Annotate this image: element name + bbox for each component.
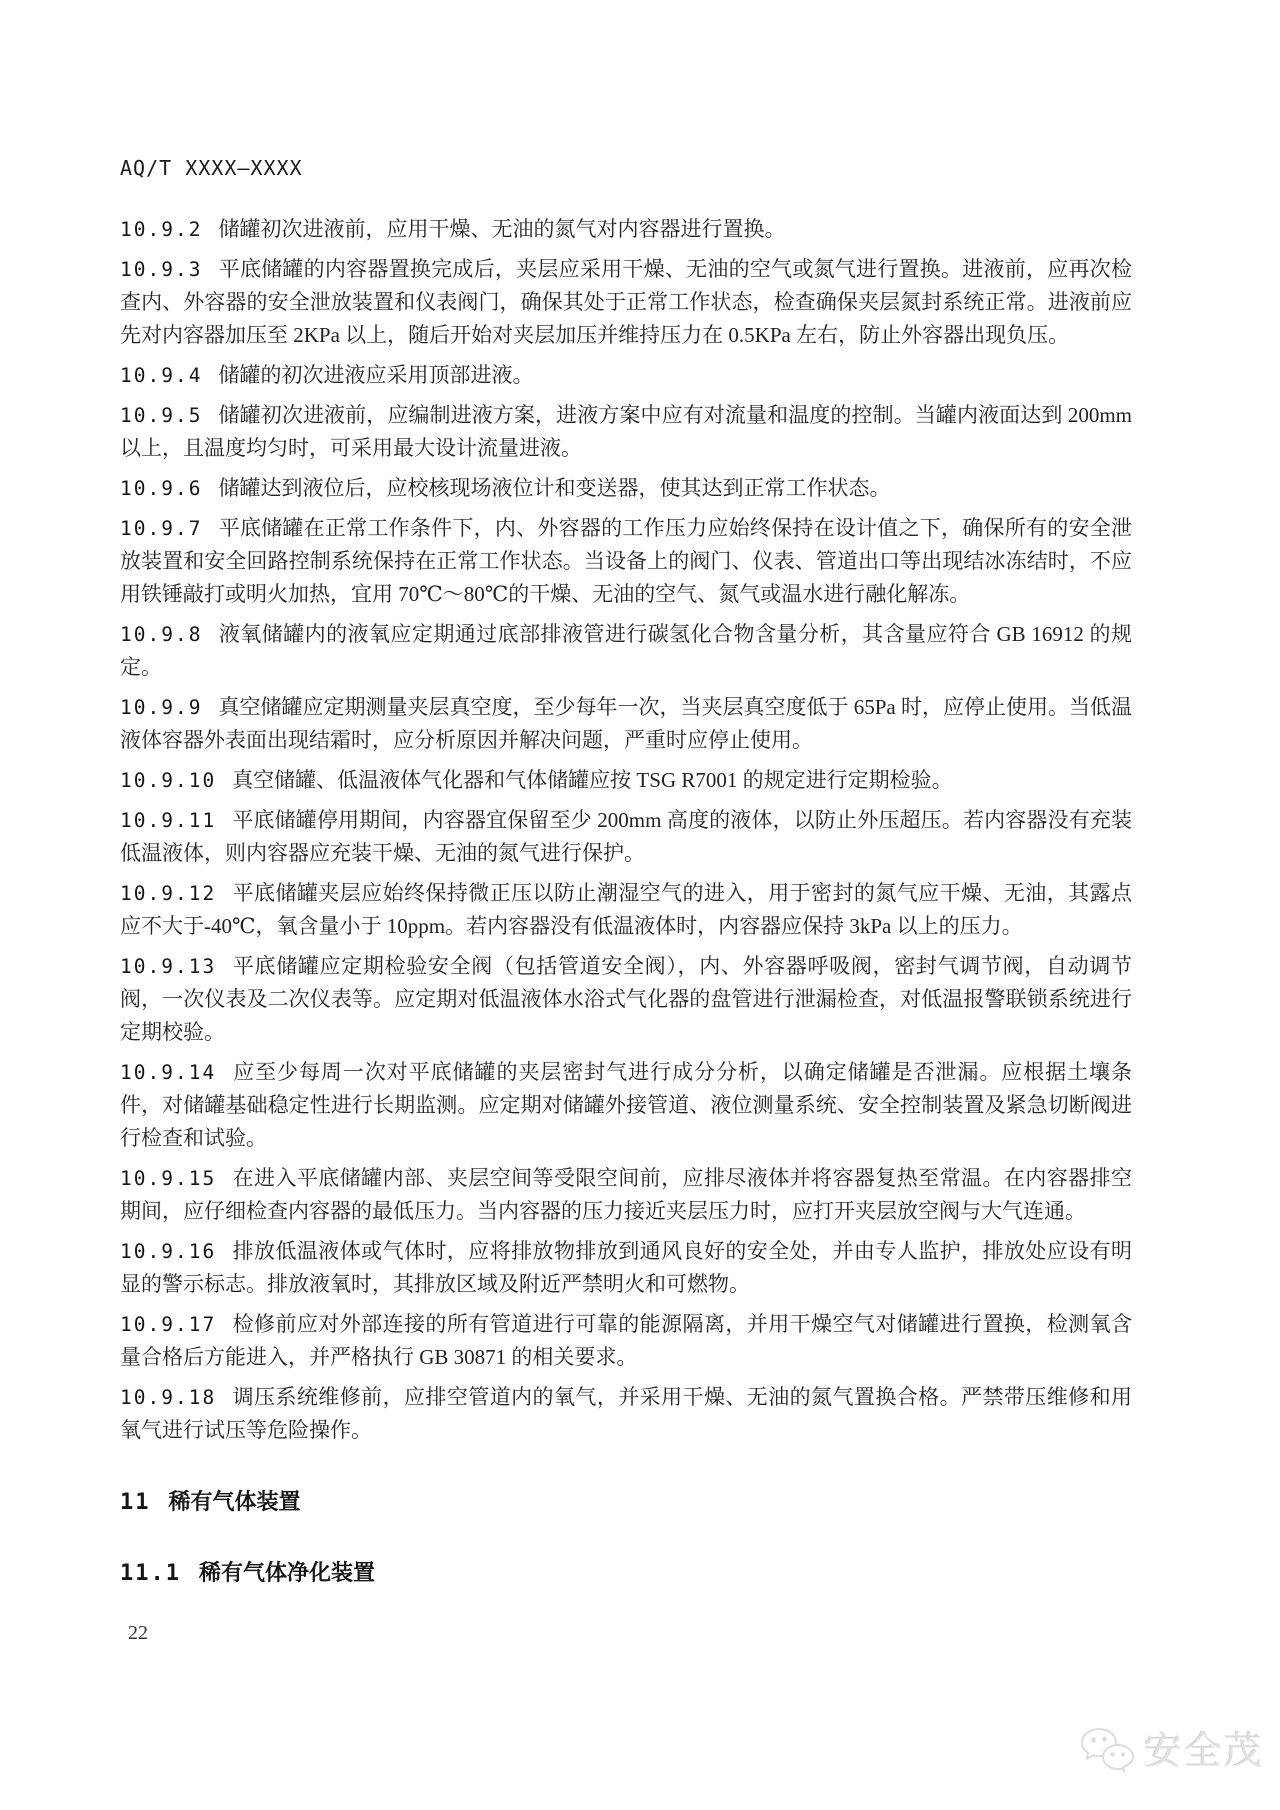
clause-text: 平底储罐的内容器置换完成后，夹层应采用干燥、无油的空气或氮气进行置换。进液前，应再次检查内、外容器的安全泄放装置和仪表阀门，确保其处于正常工作状态，检查确保夹层氮封系统正常。进液前应先对内容器加压至 2KPa 以上，随后开始对夹层加压并维持压力在 0.5KPa 左右，防止外容器出现负压。: [120, 257, 1132, 347]
clause-number: 10.9.18: [120, 1386, 217, 1409]
section-heading-11: [120, 1489, 1132, 1516]
clause-number: 10.9.16: [120, 1240, 217, 1263]
clause-text: 在进入平底储罐内部、夹层空间等受限空间前，应排尽液体并将容器复热至常温。在内容器排空期间，应仔细检查内容器的最低压力。当内容器的压力接近夹层压力时，应打开夹层放空阀与大气连通。: [120, 1166, 1132, 1223]
clause-paragraph: [120, 950, 1132, 1049]
clause-text: 应至少每周一次对平底储罐的夹层密封气进行成分分析，以确定储罐是否泄漏。应根据土壤条件，对储罐基础稳定性进行长期监测。应定期对储罐外接管道、液位测量系统、安全控制装置及紧急切断阀进行检查和试验。: [120, 1060, 1132, 1150]
clause-number: 10.9.14: [120, 1061, 217, 1084]
watermark: [1078, 1726, 1264, 1778]
clause-text: 储罐达到液位后，应校核现场液位计和变送器，使其达到正常工作状态。: [218, 476, 891, 500]
clause-list: [120, 213, 1132, 1447]
clause-text: 平底储罐在正常工作条件下，内、外容器的工作压力应始终保持在设计值之下，确保所有的安全泄放装置和安全回路控制系统保持在正常工作状态。当设备上的阀门、仪表、管道出口等出现结冰冻结时，不应用铁锤敲打或明火加热，宜用 70℃～80℃的干燥、无油的空气、氮气或温水进行融化解冻。: [120, 516, 1132, 606]
clause-number: 10.9.2: [120, 218, 203, 241]
clause-paragraph: [120, 1162, 1132, 1228]
clause-paragraph: [120, 359, 1132, 392]
section-number: 11: [120, 1490, 151, 1515]
clause-paragraph: [120, 512, 1132, 611]
page-content: [120, 0, 1132, 1645]
clause-number: 10.9.8: [120, 623, 203, 646]
clause-text: 储罐的初次进液应采用顶部进液。: [218, 363, 534, 387]
chat-bubbles-logo-icon: [1078, 1726, 1138, 1778]
clause-text: 平底储罐停用期间，内容器宜保留至少 200mm 高度的液体，以防止外压超压。若内容器没有充装低温液体，则内容器应充装干燥、无油的氮气进行保护。: [120, 808, 1132, 865]
clause-number: 10.9.7: [120, 517, 203, 540]
clause-number: 10.9.11: [120, 809, 217, 832]
section-title: 稀有气体装置: [168, 1489, 301, 1514]
clause-paragraph: [120, 1056, 1132, 1155]
clause-paragraph: [120, 399, 1132, 465]
clause-paragraph: [120, 1381, 1132, 1447]
clause-paragraph: [120, 764, 1132, 797]
section-number: 11.1: [120, 1561, 181, 1586]
clause-number: 10.9.12: [120, 882, 217, 905]
clause-number: 10.9.10: [120, 769, 217, 792]
clause-text: 平底储罐夹层应始终保持微正压以防止潮湿空气的进入，用于密封的氮气应干燥、无油，其露点应不大于-40℃，氧含量小于 10ppm。若内容器没有低温液体时，内容器应保持 3kPa 以上的压力。: [120, 881, 1132, 938]
clause-text: 排放低温液体或气体时，应将排放物排放到通风良好的安全处，并由专人监护，排放处应设有明显的警示标志。排放液氧时，其排放区域及附近严禁明火和可燃物。: [120, 1239, 1132, 1296]
clause-text: 检修前应对外部连接的所有管道进行可靠的能源隔离，并用干燥空气对储罐进行置换，检测氧含量合格后方能进入，并严格执行 GB 30871 的相关要求。: [120, 1312, 1132, 1369]
clause-text: 平底储罐应定期检验安全阀（包括管道安全阀），内、外容器呼吸阀，密封气调节阀，自动调节阀，一次仪表及二次仪表等。应定期对低温液体水浴式气化器的盘管进行泄漏检查，对低温报警联锁系统进行定期校验。: [120, 954, 1132, 1044]
clause-paragraph: [120, 877, 1132, 943]
clause-paragraph: [120, 691, 1132, 757]
clause-paragraph: [120, 253, 1132, 352]
clause-text: 调压系统维修前，应排空管道内的氧气，并采用干燥、无油的氮气置换合格。严禁带压维修和用氧气进行试压等危险操作。: [120, 1385, 1132, 1442]
page-number: 22: [128, 1622, 148, 1644]
clause-number: 10.9.9: [120, 696, 203, 719]
document-code-header: AQ/T XXXX—XXXX: [120, 156, 303, 180]
clause-number: 10.9.4: [120, 364, 203, 387]
clause-text: 真空储罐应定期测量夹层真空度，至少每年一次，当夹层真空度低于 65Pa 时，应停止使用。当低温液体容器外表面出现结霜时，应分析原因并解决问题，严重时应停止使用。: [120, 695, 1132, 752]
clause-paragraph: [120, 1235, 1132, 1301]
clause-number: 10.9.5: [120, 404, 203, 427]
clause-number: 10.9.3: [120, 258, 203, 281]
clause-number: 10.9.6: [120, 477, 203, 500]
clause-text: 储罐初次进液前，应用干燥、无油的氮气对内容器进行置换。: [218, 217, 786, 241]
section-heading-11-1: [120, 1560, 1132, 1587]
clause-paragraph: [120, 804, 1132, 870]
clause-number: 10.9.13: [120, 955, 217, 978]
clause-paragraph: [120, 1308, 1132, 1374]
clause-number: 10.9.15: [120, 1167, 217, 1190]
clause-text: 液氧储罐内的液氧应定期通过底部排液管进行碳氢化合物含量分析，其含量应符合 GB 16912 的规定。: [120, 622, 1132, 679]
clause-text: 真空储罐、低温液体气化器和气体储罐应按 TSG R7001 的规定进行定期检验。: [232, 768, 953, 792]
watermark-text: 安全茂: [1144, 1731, 1265, 1773]
section-title: 稀有气体净化装置: [198, 1560, 375, 1585]
clause-paragraph: [120, 213, 1132, 246]
clause-paragraph: [120, 472, 1132, 505]
clause-number: 10.9.17: [120, 1313, 217, 1336]
clause-paragraph: [120, 618, 1132, 684]
clause-text: 储罐初次进液前，应编制进液方案，进液方案中应有对流量和温度的控制。当罐内液面达到 200mm 以上，且温度均匀时，可采用最大设计流量进液。: [120, 403, 1132, 460]
